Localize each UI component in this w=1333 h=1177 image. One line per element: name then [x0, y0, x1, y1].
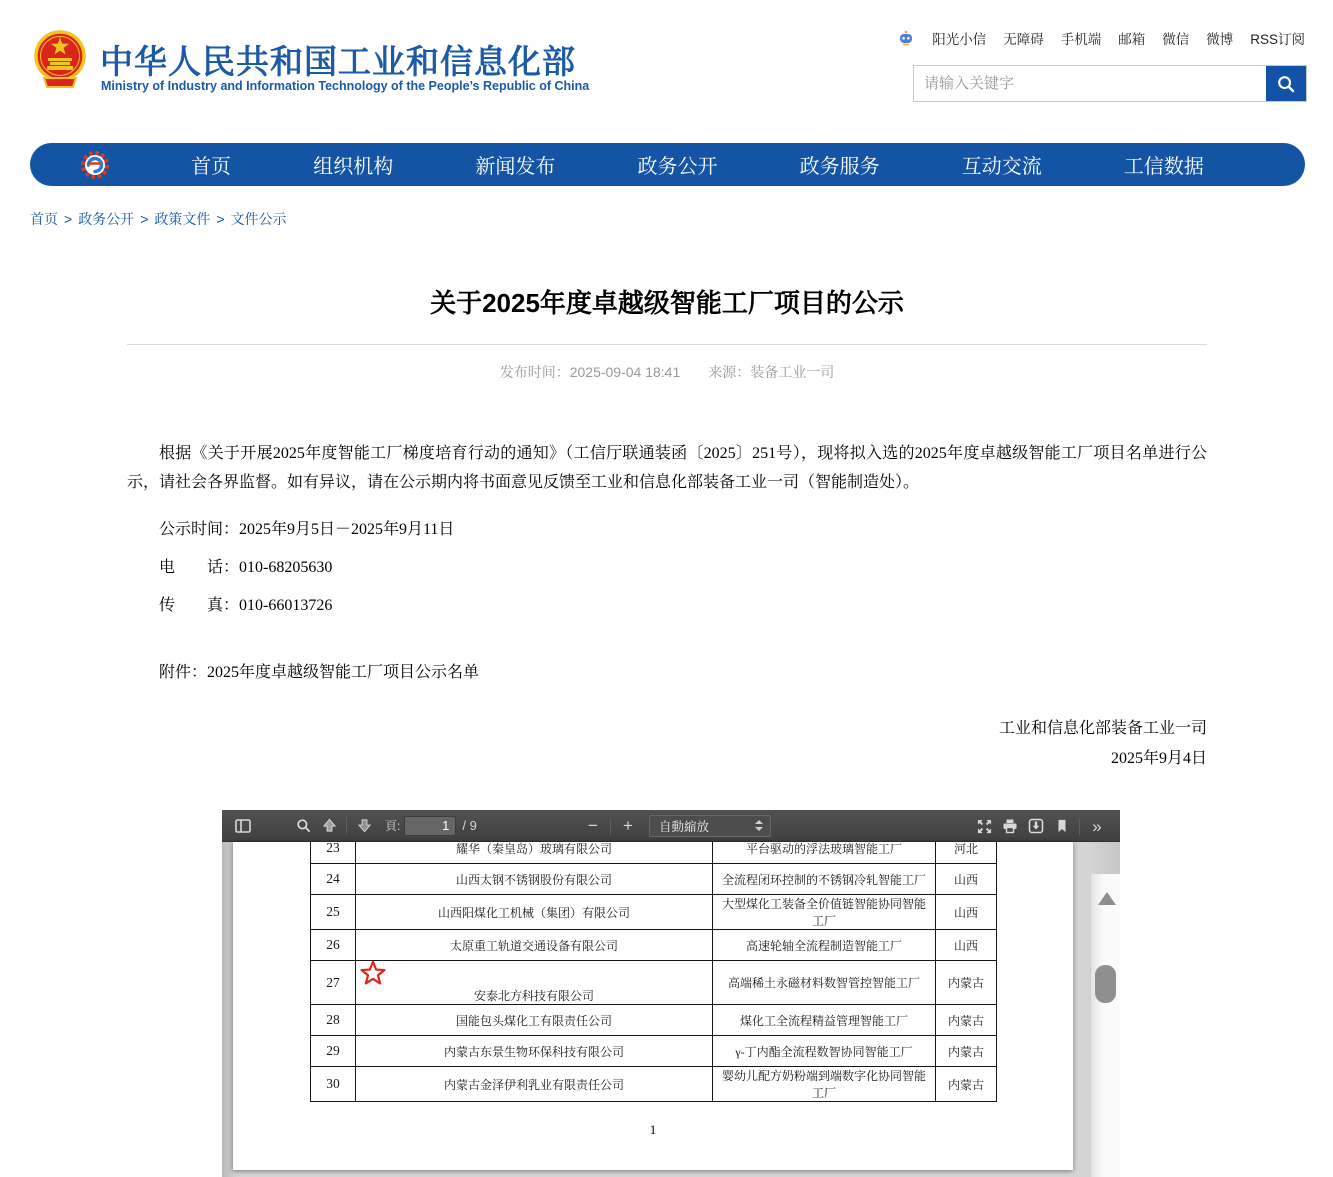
- bookmark-icon[interactable]: [1049, 813, 1075, 839]
- top-link-3[interactable]: 手机端: [1060, 32, 1102, 47]
- top-links-list: [932, 28, 1305, 48]
- nav-item-5[interactable]: 政务服务: [799, 156, 880, 178]
- cell-project: 全流程闭环控制的不锈钢冷轧智能工厂: [713, 864, 936, 895]
- signature-block: [127, 714, 1207, 774]
- top-link-6[interactable]: 微博: [1206, 32, 1234, 47]
- site-subtitle: Ministry of Industry and Information Technology of the People’s Republic of China: [101, 79, 590, 93]
- main-nav: [30, 143, 1305, 186]
- breadcrumb-item-1[interactable]: 首页: [30, 211, 58, 227]
- cell-company: 耀华（秦皇岛）玻璃有限公司: [356, 842, 713, 864]
- cell-province: 山西: [936, 930, 997, 961]
- page-number-input[interactable]: [404, 816, 456, 836]
- table-row: [311, 930, 997, 961]
- pdf-canvas-area: [222, 842, 1120, 1177]
- red-star-icon: [360, 960, 386, 986]
- cell-company: 山西太钢不锈钢股份有限公司: [356, 864, 713, 895]
- cell-no: 24: [311, 864, 356, 895]
- cell-province: 内蒙古: [936, 1036, 997, 1067]
- cell-company: 内蒙古金泽伊利乳业有限责任公司: [356, 1067, 713, 1102]
- scrollbar-thumb[interactable]: [1095, 965, 1116, 1003]
- fax-line: 传 真：010-66013726: [159, 597, 333, 614]
- cell-project: 高速轮轴全流程制造智能工厂: [713, 930, 936, 961]
- notice-period-line: 公示时间：2025年9月5日－2025年9月11日: [159, 521, 455, 538]
- publish-time: 2025-09-04 18:41: [569, 364, 681, 380]
- cell-project: 煤化工全流程精益管理智能工厂: [713, 1005, 936, 1036]
- select-spinner-icon: [755, 820, 763, 831]
- nav-item-1[interactable]: 首页: [191, 156, 232, 178]
- scroll-up-icon[interactable]: [1098, 892, 1116, 905]
- cell-no: 28: [311, 1005, 356, 1036]
- page-up-icon[interactable]: [316, 813, 342, 839]
- table-row: [311, 864, 997, 895]
- cell-province: 内蒙古: [936, 1067, 997, 1102]
- more-tools-icon[interactable]: »: [1084, 813, 1110, 839]
- cell-company: 内蒙古东景生物环保科技有限公司: [356, 1036, 713, 1067]
- zoom-mode-select[interactable]: [649, 815, 771, 837]
- sidebar-toggle-icon[interactable]: [230, 813, 256, 839]
- article: [127, 283, 1207, 774]
- cell-no: 29: [311, 1036, 356, 1067]
- cell-province: 内蒙古: [936, 1005, 997, 1036]
- zoom-out-icon[interactable]: −: [580, 813, 606, 839]
- cell-project: 高端稀土永磁材料数智管控智能工厂: [713, 961, 936, 1005]
- cell-province: 山西: [936, 864, 997, 895]
- site-title: 中华人民共和国工业和信息化部: [100, 43, 576, 80]
- cell-project: 婴幼儿配方奶粉端到端数字化协同智能工厂: [713, 1067, 936, 1102]
- miit-gear-logo-icon: [80, 150, 110, 180]
- breadcrumb: [30, 209, 287, 229]
- signature-date: 2025年9月4日: [1110, 750, 1207, 767]
- page-count: / 9: [462, 818, 477, 833]
- table-row: [311, 895, 997, 930]
- nav-item-6[interactable]: 互动交流: [961, 156, 1042, 178]
- article-body: [127, 439, 1207, 774]
- top-link-1[interactable]: 阳光小信: [932, 32, 987, 47]
- source-value: 装备工业一司: [750, 364, 835, 380]
- breadcrumb-separator: >: [64, 211, 73, 227]
- breadcrumb-separator: >: [216, 211, 225, 227]
- pdf-page: [233, 842, 1073, 1170]
- cell-company: 太原重工轨道交通设备有限公司: [356, 930, 713, 961]
- cell-province: 山西: [936, 895, 997, 930]
- breadcrumb-separator: >: [140, 211, 149, 227]
- national-emblem-icon: [34, 28, 86, 96]
- breadcrumb-item-3[interactable]: 政策文件: [154, 211, 211, 227]
- toolbar-right: [971, 810, 1110, 842]
- cell-company: 安泰北方科技有限公司: [356, 961, 713, 1005]
- nav-item-2[interactable]: 组织机构: [313, 156, 394, 178]
- presentation-mode-icon[interactable]: [971, 813, 997, 839]
- nav-item-3[interactable]: 新闻发布: [475, 156, 556, 178]
- signature-org: 工业和信息化部装备工业一司: [998, 720, 1207, 737]
- nav-items: [110, 150, 1305, 179]
- site-search: [913, 65, 1307, 102]
- top-link-2[interactable]: 无障碍: [1003, 32, 1044, 47]
- breadcrumb-item-4[interactable]: 文件公示: [230, 211, 287, 227]
- table-row: [311, 1067, 997, 1102]
- zoom-in-icon[interactable]: +: [615, 813, 641, 839]
- find-icon[interactable]: [290, 813, 316, 839]
- assistant-robot-icon: [897, 29, 915, 47]
- cell-project: 大型煤化工装备全价值链智能协同智能工厂: [713, 895, 936, 930]
- cell-province: 河北: [936, 842, 997, 864]
- breadcrumb-item-2[interactable]: 政务公开: [78, 211, 135, 227]
- pdf-toolbar: [222, 810, 1120, 842]
- print-icon[interactable]: [997, 813, 1023, 839]
- factory-list-table: [310, 842, 997, 1102]
- title-divider: [127, 344, 1207, 345]
- page-label: 頁:: [385, 819, 401, 833]
- search-input[interactable]: [914, 66, 1266, 101]
- cell-company: 山西阳煤化工机械（集团）有限公司: [356, 895, 713, 930]
- article-paragraph: 根据《关于开展2025年度智能工厂梯度培育行动的通知》（工信厅联通装函〔2025〕251号），现将拟入选的2025年度卓越级智能工厂项目名单进行公示，请社会各界监督。如有异议，请在公示期内将书面意见反馈至工业和信息化部装备工业一司（智能制造处）。: [127, 445, 1207, 491]
- pdf-page-number: 1: [649, 1122, 657, 1137]
- nav-item-4[interactable]: 政务公开: [637, 156, 718, 178]
- cell-company: 国能包头煤化工有限责任公司: [356, 1005, 713, 1036]
- cell-no: 26: [311, 930, 356, 961]
- article-meta: [127, 362, 1207, 382]
- zoom-controls: [580, 810, 771, 842]
- search-icon: [1276, 74, 1296, 94]
- pdf-scrollbar[interactable]: [1090, 874, 1120, 1177]
- cell-province: 内蒙古: [936, 961, 997, 1005]
- attachment-line: 附件：2025年度卓越级智能工厂项目公示名单: [159, 664, 480, 681]
- publish-time-label: 发布时间：: [499, 364, 570, 380]
- source-label: 来源：: [708, 364, 751, 380]
- cell-no: 30: [311, 1067, 356, 1102]
- table-row: [311, 1005, 997, 1036]
- page-down-icon[interactable]: [351, 813, 377, 839]
- download-icon[interactable]: [1023, 813, 1049, 839]
- table-row: [311, 1036, 997, 1067]
- phone-line: 电 话：010-68205630: [159, 559, 333, 576]
- pdf-viewer: [222, 810, 1120, 1177]
- cell-no: 27: [311, 961, 356, 1005]
- top-link-7[interactable]: RSS订阅: [1250, 32, 1305, 47]
- cell-project: 平台驱动的浮法玻璃智能工厂: [713, 842, 936, 864]
- zoom-mode-value: 自動縮放: [659, 820, 710, 834]
- table-row: [311, 842, 997, 864]
- table-row: [311, 961, 997, 1005]
- page-title: 关于2025年度卓越级智能工厂项目的公示: [430, 288, 904, 318]
- search-button[interactable]: [1266, 66, 1306, 101]
- nav-item-7[interactable]: 工信数据: [1123, 156, 1204, 178]
- cell-no: 25: [311, 895, 356, 930]
- top-link-5[interactable]: 微信: [1162, 32, 1190, 47]
- cell-no: 23: [311, 842, 356, 864]
- top-links: [897, 28, 1305, 48]
- top-link-4[interactable]: 邮箱: [1118, 32, 1146, 47]
- cell-project: γ-丁内酯全流程数智协同智能工厂: [713, 1036, 936, 1067]
